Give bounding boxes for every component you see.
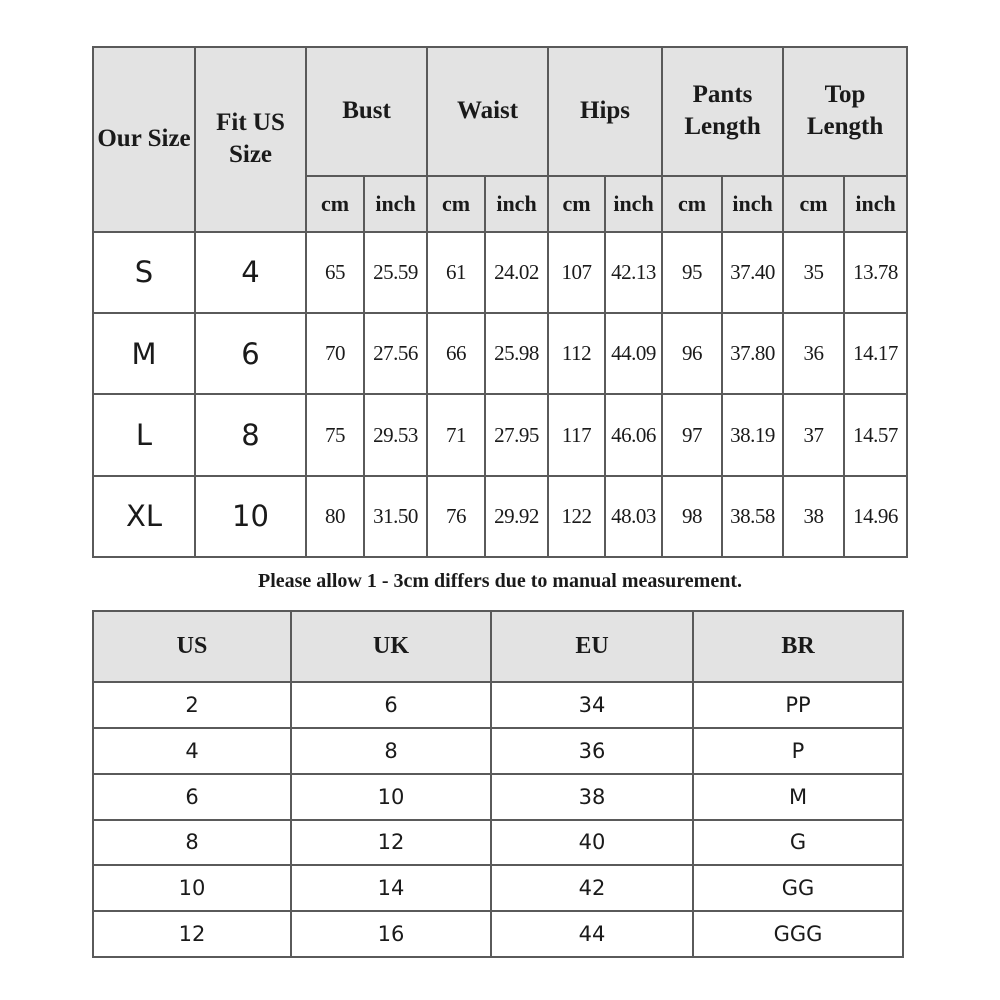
conversion-row [93, 865, 903, 911]
conversion-cell: 42 [491, 865, 693, 911]
measurement-cell: 37.40 [722, 232, 783, 313]
conversion-row [93, 682, 903, 728]
unit-cell: inch [844, 176, 907, 232]
header-br: BR [693, 611, 903, 682]
header-us: US [93, 611, 291, 682]
measurement-cell: 27.95 [485, 394, 548, 475]
measurement-cell: 80 [306, 476, 364, 557]
unit-cell: inch [364, 176, 427, 232]
measurement-cell: 37 [783, 394, 844, 475]
size-chart-body [93, 232, 907, 557]
our-size-cell: M [93, 313, 195, 394]
measurement-cell: 97 [662, 394, 722, 475]
header-uk: UK [291, 611, 491, 682]
header-bust: Bust [306, 47, 427, 176]
measurement-cell: 24.02 [485, 232, 548, 313]
size-row [93, 476, 907, 557]
conversion-cell: 8 [93, 820, 291, 866]
unit-cell: inch [605, 176, 662, 232]
measurement-cell: 96 [662, 313, 722, 394]
measurement-note: Please allow 1 - 3cm differs due to manual measurement. [257, 570, 742, 592]
conversion-row [93, 728, 903, 774]
size-row [93, 313, 907, 394]
conversion-cell: 2 [93, 682, 291, 728]
measurement-cell: 29.53 [364, 394, 427, 475]
header-top-length: Top Length [783, 47, 907, 176]
measurement-cell: 112 [548, 313, 605, 394]
measurement-cell: 38.58 [722, 476, 783, 557]
measurement-cell: 14.17 [844, 313, 907, 394]
measurement-cell: 14.57 [844, 394, 907, 475]
conversion-cell: 6 [291, 682, 491, 728]
us-size-cell: 6 [195, 313, 306, 394]
conversion-row [93, 820, 903, 866]
size-row [93, 232, 907, 313]
header-waist: Waist [427, 47, 548, 176]
measurement-cell: 122 [548, 476, 605, 557]
conversion-cell: GGG [693, 911, 903, 957]
conversion-cell: 34 [491, 682, 693, 728]
measurement-cell: 98 [662, 476, 722, 557]
measurement-cell: 70 [306, 313, 364, 394]
size-chart-header-row [93, 47, 907, 176]
us-size-cell: 4 [195, 232, 306, 313]
measurement-cell: 46.06 [605, 394, 662, 475]
measurement-cell: 44.09 [605, 313, 662, 394]
header-eu: EU [491, 611, 693, 682]
measurement-cell: 36 [783, 313, 844, 394]
measurement-cell: 75 [306, 394, 364, 475]
measurement-cell: 117 [548, 394, 605, 475]
our-size-cell: XL [93, 476, 195, 557]
measurement-cell: 38.19 [722, 394, 783, 475]
our-size-cell: L [93, 394, 195, 475]
us-size-cell: 10 [195, 476, 306, 557]
conversion-cell: 44 [491, 911, 693, 957]
unit-cell: cm [783, 176, 844, 232]
conversion-row [93, 774, 903, 820]
conversion-cell: 10 [93, 865, 291, 911]
measurement-cell: 61 [427, 232, 485, 313]
measurement-cell: 107 [548, 232, 605, 313]
measurement-cell: 71 [427, 394, 485, 475]
conversion-cell: 40 [491, 820, 693, 866]
size-conversion-table [92, 610, 904, 958]
header-fit-us-size: Fit US Size [195, 47, 306, 232]
measurement-cell: 42.13 [605, 232, 662, 313]
header-hips: Hips [548, 47, 662, 176]
size-chart-table [92, 46, 908, 558]
measurement-cell: 65 [306, 232, 364, 313]
us-size-cell: 8 [195, 394, 306, 475]
conversion-body [93, 682, 903, 957]
conversion-cell: 14 [291, 865, 491, 911]
conversion-cell: PP [693, 682, 903, 728]
our-size-cell: S [93, 232, 195, 313]
size-row [93, 394, 907, 475]
conversion-header-row [93, 611, 903, 682]
unit-cell: cm [427, 176, 485, 232]
conversion-cell: 36 [491, 728, 693, 774]
conversion-cell: 12 [93, 911, 291, 957]
unit-cell: cm [662, 176, 722, 232]
measurement-cell: 27.56 [364, 313, 427, 394]
conversion-cell: 8 [291, 728, 491, 774]
header-pants-length: Pants Length [662, 47, 783, 176]
unit-cell: inch [485, 176, 548, 232]
measurement-cell: 25.59 [364, 232, 427, 313]
measurement-cell: 48.03 [605, 476, 662, 557]
measurement-cell: 95 [662, 232, 722, 313]
conversion-cell: 4 [93, 728, 291, 774]
measurement-cell: 35 [783, 232, 844, 313]
header-our-size: Our Size [93, 47, 195, 232]
conversion-cell: P [693, 728, 903, 774]
measurement-cell: 14.96 [844, 476, 907, 557]
unit-cell: inch [722, 176, 783, 232]
measurement-cell: 13.78 [844, 232, 907, 313]
conversion-cell: 10 [291, 774, 491, 820]
conversion-cell: G [693, 820, 903, 866]
conversion-cell: 38 [491, 774, 693, 820]
unit-cell: cm [548, 176, 605, 232]
conversion-cell: 6 [93, 774, 291, 820]
measurement-cell: 76 [427, 476, 485, 557]
measurement-cell: 66 [427, 313, 485, 394]
measurement-cell: 29.92 [485, 476, 548, 557]
conversion-cell: GG [693, 865, 903, 911]
unit-cell: cm [306, 176, 364, 232]
measurement-cell: 37.80 [722, 313, 783, 394]
conversion-cell: 16 [291, 911, 491, 957]
measurement-cell: 38 [783, 476, 844, 557]
conversion-row [93, 911, 903, 957]
measurement-cell: 25.98 [485, 313, 548, 394]
measurement-cell: 31.50 [364, 476, 427, 557]
conversion-cell: 12 [291, 820, 491, 866]
conversion-cell: M [693, 774, 903, 820]
